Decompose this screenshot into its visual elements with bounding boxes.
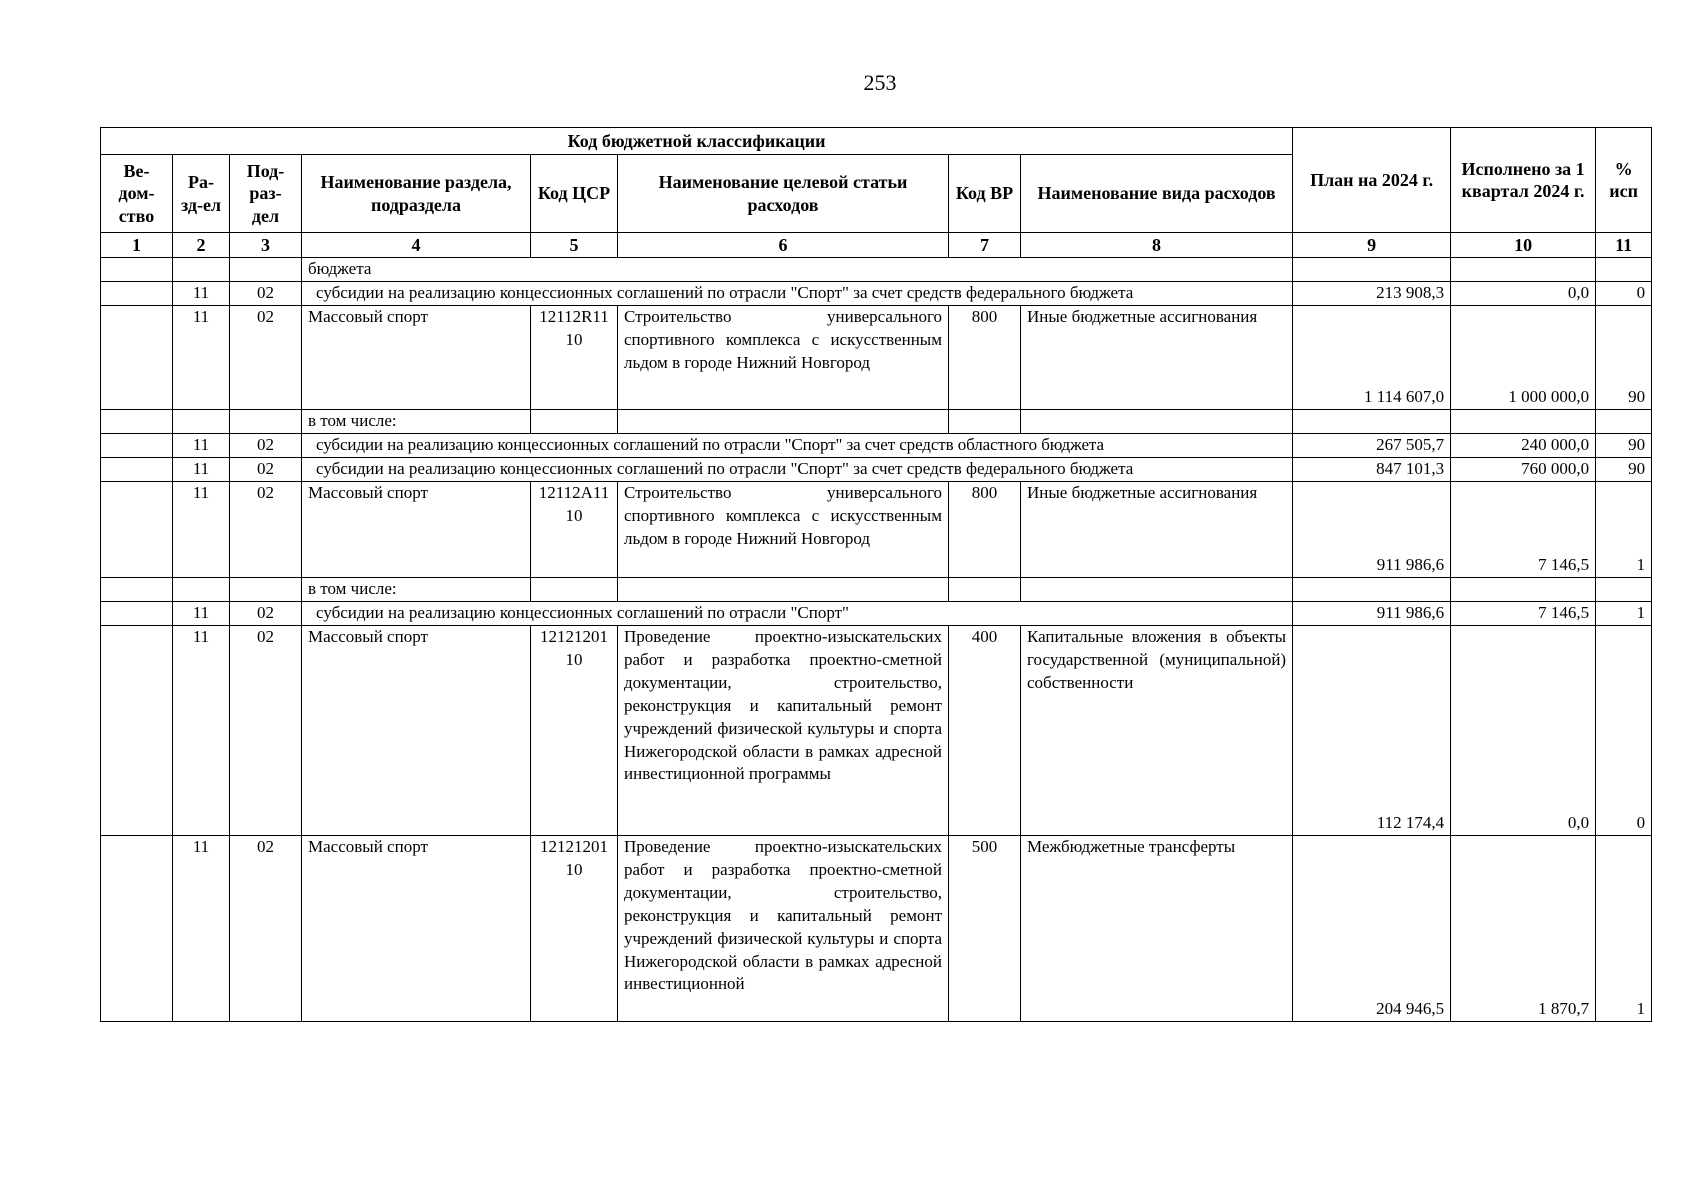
- cell-podrazdel: 02: [230, 306, 302, 410]
- table-row: [101, 625, 1652, 835]
- table-row: [101, 258, 1652, 282]
- header-kod-csr: Код ЦСР: [531, 155, 618, 233]
- header-podrazdel: Под-раз-дел: [230, 155, 302, 233]
- column-number: 7: [949, 233, 1021, 258]
- row-text: субсидии на реализацию концессионных соглашений по отрасли "Спорт" за счет средств федерального бюджета: [302, 458, 1293, 482]
- cell-razdel: 11: [173, 601, 230, 625]
- cell-ispolneno: 0,0: [1451, 625, 1596, 835]
- cell-pct: 0: [1596, 282, 1652, 306]
- table-row: [101, 306, 1652, 410]
- header-plan: План на 2024 г.: [1293, 128, 1451, 233]
- cell-plan: 204 946,5: [1293, 835, 1451, 1021]
- cell-kod-vr: 500: [949, 835, 1021, 1021]
- row-label: в том числе:: [302, 577, 531, 601]
- table-row: [101, 282, 1652, 306]
- cell-naim-celevoy: Строительство универсального спортивного комплекса с искусственным льдом в городе Нижний Новгород: [618, 481, 949, 577]
- row-text: бюджета: [302, 258, 1293, 282]
- header-vedomstvo: Ве-дом-ство: [101, 155, 173, 233]
- cell-plan: 911 986,6: [1293, 601, 1451, 625]
- table-row: [101, 601, 1652, 625]
- cell-naim-celevoy: Проведение проектно-изыскательских работ и разработка проектно-сметной документации, строительство, реконструкция и капитальный ремонт учреждений физической культуры и спорта Нижегородской области в рамках адресной инвестиционной программы: [618, 625, 949, 835]
- table-row: [101, 835, 1652, 1021]
- cell-razdel: 11: [173, 306, 230, 410]
- cell-naim-vida: Межбюджетные трансферты: [1021, 835, 1293, 1021]
- table-row: [101, 458, 1652, 482]
- cell-pct: 90: [1596, 434, 1652, 458]
- cell-naim-razdela: Массовый спорт: [302, 306, 531, 410]
- cell-kod-csr: 12112А1110: [531, 481, 618, 577]
- header-group-title: Код бюджетной классификации: [101, 128, 1293, 155]
- cell-pct: 1: [1596, 835, 1652, 1021]
- row-label: в том числе:: [302, 410, 531, 434]
- column-number: 2: [173, 233, 230, 258]
- cell-podrazdel: 02: [230, 282, 302, 306]
- cell-podrazdel: 02: [230, 434, 302, 458]
- column-number: 8: [1021, 233, 1293, 258]
- row-text: субсидии на реализацию концессионных соглашений по отрасли "Спорт" за счет средств федерального бюджета: [302, 282, 1293, 306]
- cell-pct: 0: [1596, 625, 1652, 835]
- table-row: [101, 481, 1652, 577]
- cell-ispolneno: 1 870,7: [1451, 835, 1596, 1021]
- cell-naim-vida: Капитальные вложения в объекты государственной (муниципальной) собственности: [1021, 625, 1293, 835]
- header-pct: % исп: [1596, 128, 1652, 233]
- cell-naim-vida: Иные бюджетные ассигнования: [1021, 481, 1293, 577]
- cell-kod-csr: 1212120110: [531, 625, 618, 835]
- column-number: 10: [1451, 233, 1596, 258]
- column-number: 1: [101, 233, 173, 258]
- cell-kod-vr: 800: [949, 306, 1021, 410]
- cell-pct: 1: [1596, 481, 1652, 577]
- page-number: 253: [863, 70, 897, 95]
- column-number: 5: [531, 233, 618, 258]
- column-number: 6: [618, 233, 949, 258]
- cell-ispolneno: 240 000,0: [1451, 434, 1596, 458]
- cell-naim-razdela: Массовый спорт: [302, 625, 531, 835]
- cell-ispolneno: 0,0: [1451, 282, 1596, 306]
- table-row: [101, 577, 1652, 601]
- header-ispolneno: Исполнено за 1 квартал 2024 г.: [1451, 128, 1596, 233]
- header-naim-razdela: Наименование раздела, подраздела: [302, 155, 531, 233]
- cell-ispolneno: 1 000 000,0: [1451, 306, 1596, 410]
- cell-plan: 847 101,3: [1293, 458, 1451, 482]
- cell-podrazdel: 02: [230, 458, 302, 482]
- cell-razdel: 11: [173, 458, 230, 482]
- header-naim-vida: Наименование вида расходов: [1021, 155, 1293, 233]
- column-number: 11: [1596, 233, 1652, 258]
- cell-ispolneno: 760 000,0: [1451, 458, 1596, 482]
- cell-plan: 911 986,6: [1293, 481, 1451, 577]
- cell-pct: 90: [1596, 306, 1652, 410]
- cell-naim-vida: Иные бюджетные ассигнования: [1021, 306, 1293, 410]
- table-row: [101, 434, 1652, 458]
- cell-naim-razdela: Массовый спорт: [302, 835, 531, 1021]
- header-naim-celevoy: Наименование целевой статьи расходов: [618, 155, 949, 233]
- cell-razdel: 11: [173, 481, 230, 577]
- header-razdel: Ра-зд-ел: [173, 155, 230, 233]
- cell-razdel: 11: [173, 434, 230, 458]
- cell-plan: 213 908,3: [1293, 282, 1451, 306]
- table-row: [101, 410, 1652, 434]
- cell-naim-celevoy: Строительство универсального спортивного комплекса с искусственным льдом в городе Нижний Новгород: [618, 306, 949, 410]
- cell-ispolneno: 7 146,5: [1451, 601, 1596, 625]
- cell-plan: 267 505,7: [1293, 434, 1451, 458]
- cell-podrazdel: 02: [230, 601, 302, 625]
- cell-ispolneno: 7 146,5: [1451, 481, 1596, 577]
- row-text: субсидии на реализацию концессионных соглашений по отрасли "Спорт" за счет средств областного бюджета: [302, 434, 1293, 458]
- cell-razdel: 11: [173, 282, 230, 306]
- cell-kod-csr: 12112R1110: [531, 306, 618, 410]
- cell-kod-vr: 800: [949, 481, 1021, 577]
- cell-plan: 112 174,4: [1293, 625, 1451, 835]
- cell-naim-razdela: Массовый спорт: [302, 481, 531, 577]
- column-number: 3: [230, 233, 302, 258]
- cell-kod-csr: 1212120110: [531, 835, 618, 1021]
- cell-podrazdel: 02: [230, 625, 302, 835]
- header-kod-vr: Код ВР: [949, 155, 1021, 233]
- row-text: субсидии на реализацию концессионных соглашений по отрасли "Спорт": [302, 601, 1293, 625]
- cell-pct: 1: [1596, 601, 1652, 625]
- cell-podrazdel: 02: [230, 481, 302, 577]
- budget-table: [100, 127, 1652, 1022]
- cell-plan: 1 114 607,0: [1293, 306, 1451, 410]
- column-number: 9: [1293, 233, 1451, 258]
- cell-podrazdel: 02: [230, 835, 302, 1021]
- cell-pct: 90: [1596, 458, 1652, 482]
- cell-razdel: 11: [173, 835, 230, 1021]
- cell-naim-celevoy: Проведение проектно-изыскательских работ и разработка проектно-сметной документации, строительство, реконструкция и капитальный ремонт учреждений физической культуры и спорта Нижегородской области в рамках адресной инвестиционной: [618, 835, 949, 1021]
- column-number-row: [101, 233, 1652, 258]
- column-number: 4: [302, 233, 531, 258]
- cell-razdel: 11: [173, 625, 230, 835]
- cell-kod-vr: 400: [949, 625, 1021, 835]
